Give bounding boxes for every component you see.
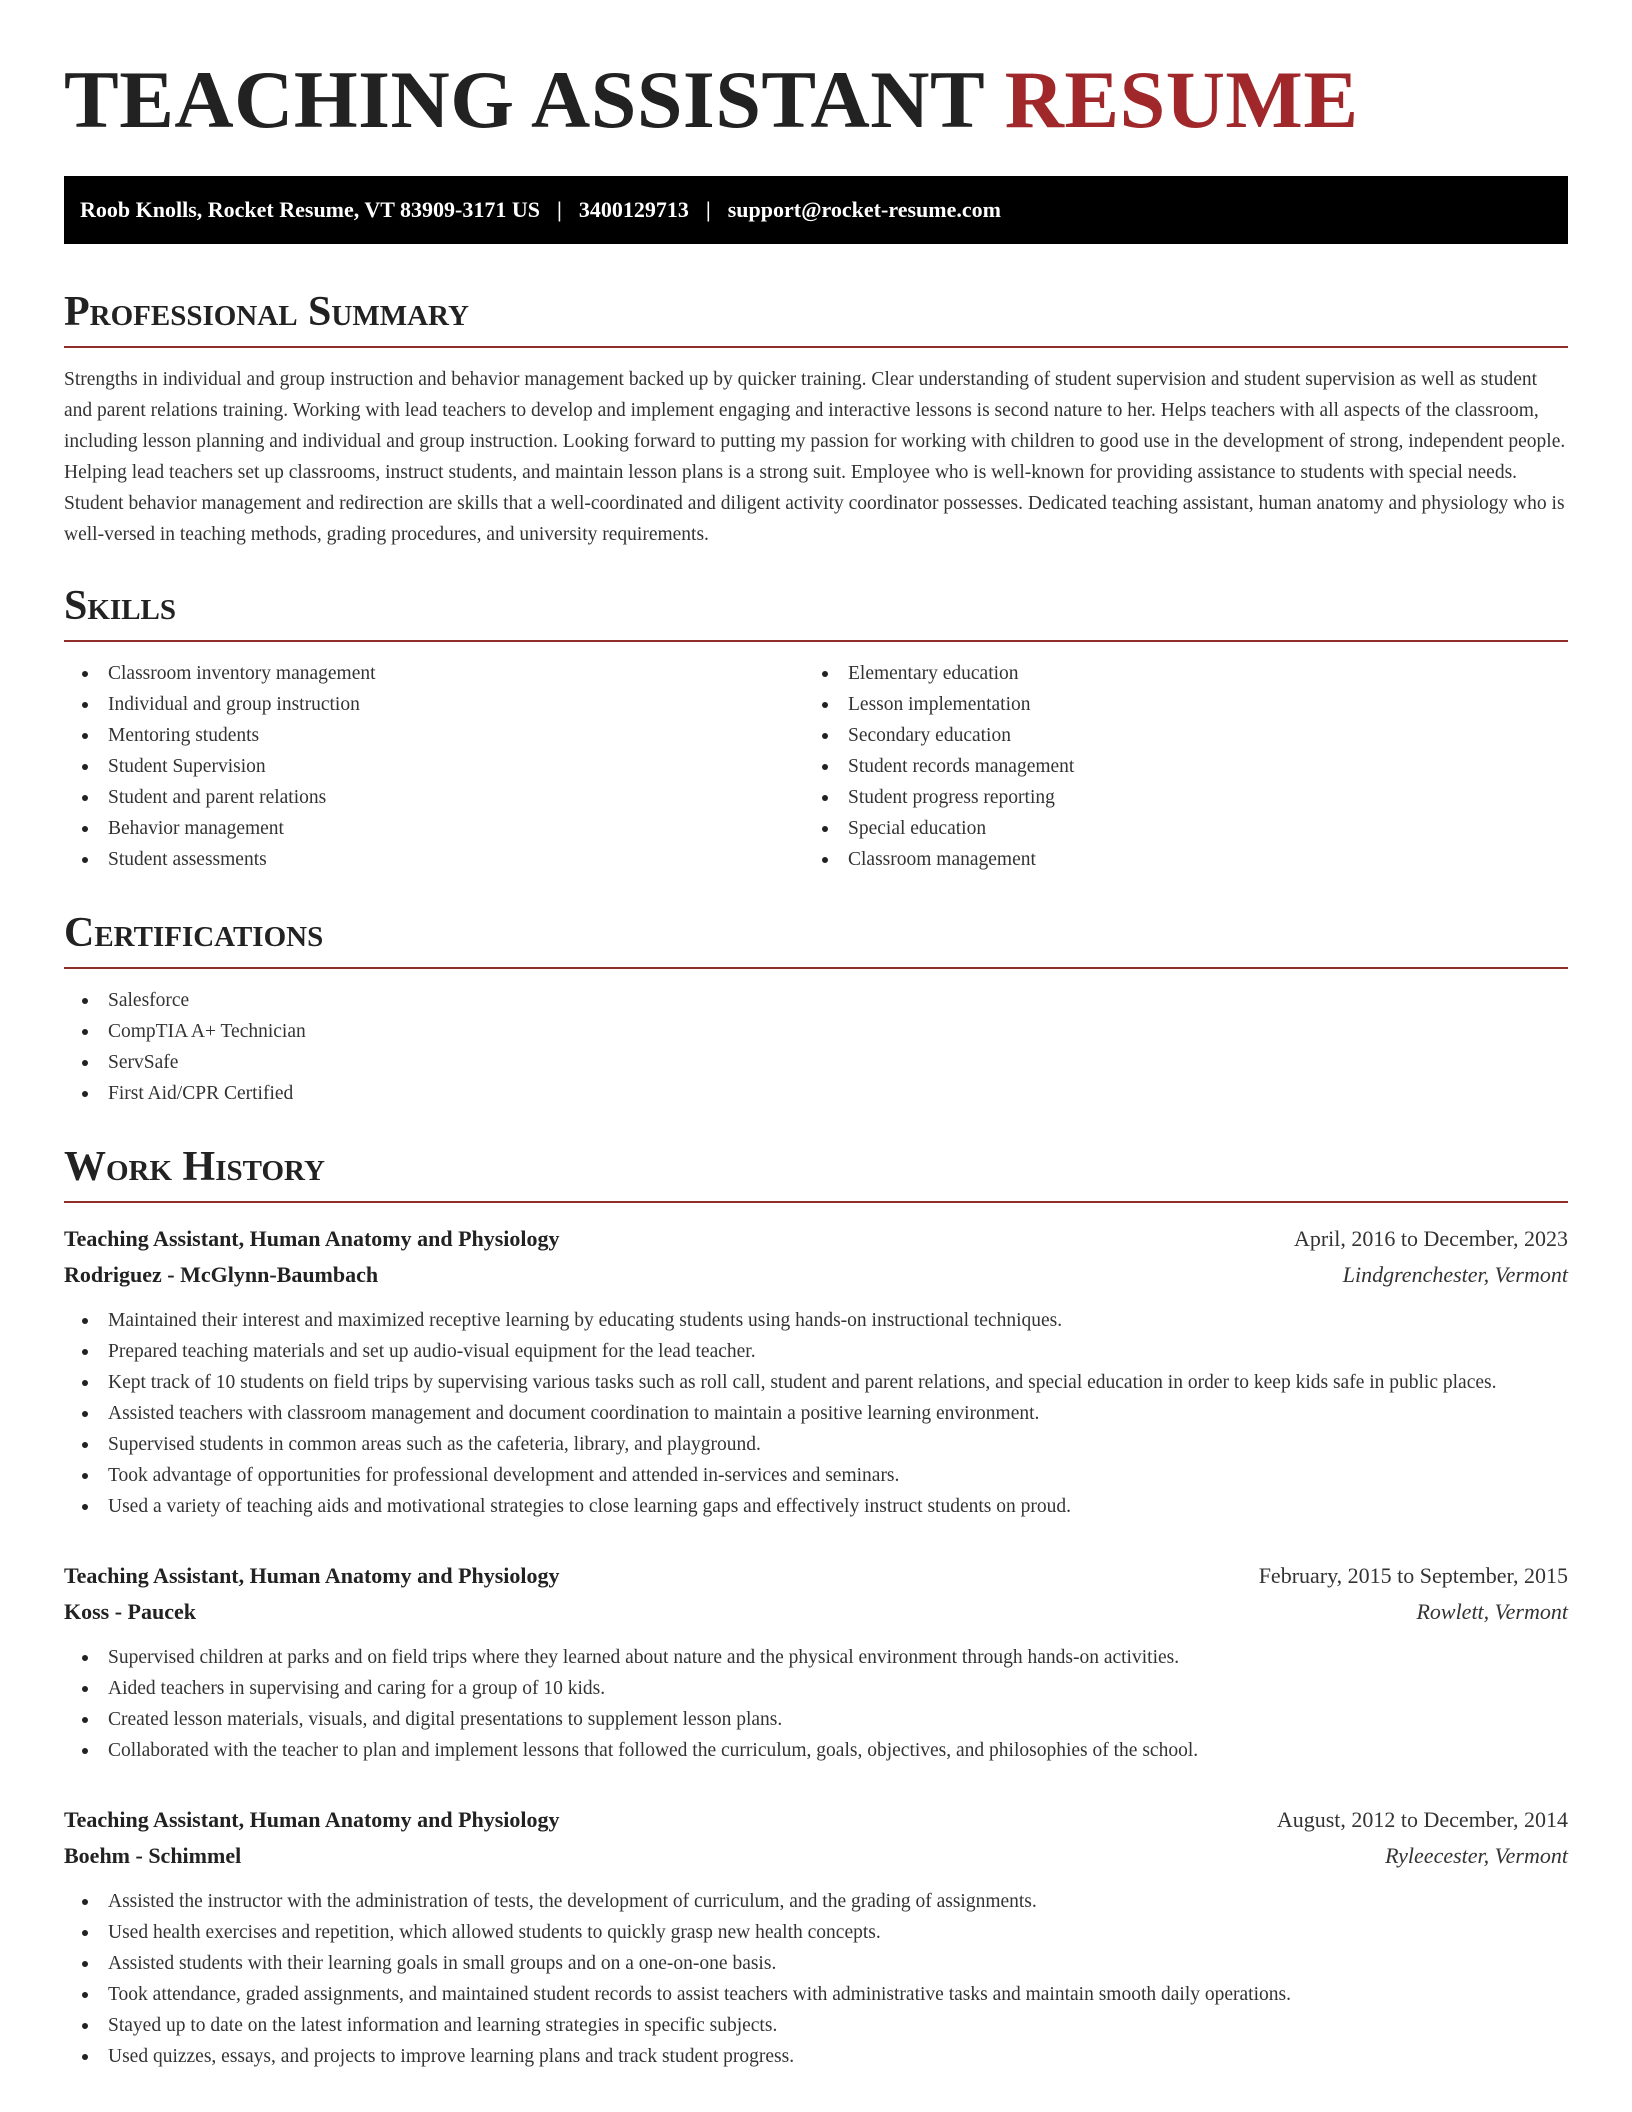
skill-item: Student progress reporting [804,782,1544,813]
contact-separator: | [557,197,562,222]
certifications-heading: Certifications [64,909,1568,969]
job-duty-item: Took attendance, graded assignments, and maintained student records to assist teachers with administrative tasks and maintain smooth daily operations. [64,1979,1568,2010]
job-company: Rodriguez - McGlynn-Baumbach [64,1262,379,1287]
job-company-row [64,1594,1568,1630]
contact-email[interactable]: support@rocket-resume.com [727,197,1001,222]
job-entry [64,1558,1568,1766]
certification-item: First Aid/CPR Certified [64,1078,1568,1109]
job-duties-list [64,1886,1568,2072]
job-dates: August, 2012 to December, 2014 [1276,1807,1568,1832]
job-duty-item: Collaborated with the teacher to plan and implement lessons that followed the curriculum, goals, objectives, and philosophies of the school. [64,1735,1568,1766]
skill-item: Elementary education [804,658,1544,689]
job-location: Ryleecester, Vermont [1385,1843,1568,1868]
job-header-row [64,1221,1568,1257]
job-duty-item: Kept track of 10 students on field trips by supervising various tasks such as roll call, student and parent relations, and special education in order to keep kids safe in public places. [64,1367,1568,1398]
job-dates: April, 2016 to December, 2023 [1293,1226,1568,1251]
skill-item: Mentoring students [64,720,804,751]
skill-item: Special education [804,813,1544,844]
job-title: Teaching Assistant, Human Anatomy and Physiology [64,1226,560,1251]
summary-text: Strengths in individual and group instruction and behavior management backed up by quicker training. Clear understanding of student supervision and student supervision as well as student and parent relations training. Working with lead teachers to develop and implement engaging and interactive lessons is second nature to her. Helps teachers with all aspects of the classroom, including lesson planning and individual and group instruction. Looking forward to putting my passion for working with children to good use in the development of strong, independent people. Helping lead teachers set up classrooms, instruct students, and maintain lesson plans is a strong suit. Employee who is well-known for providing assistance to students with special needs. Student behavior management and redirection are skills that a well-coordinated and diligent activity coordinator possesses. Dedicated teaching assistant, human anatomy and physiology who is well-versed in teaching methods, grading procedures, and university requirements. [64,369,1566,545]
skills-heading: Skills [64,582,1568,642]
job-duties-list [64,1305,1568,1522]
job-entry [64,1221,1568,1522]
skill-item: Individual and group instruction [64,689,804,720]
certification-item: ServSafe [64,1047,1568,1078]
job-duty-item: Prepared teaching materials and set up audio-visual equipment for the lead teacher. [64,1336,1568,1367]
job-duty-item: Stayed up to date on the latest information and learning strategies in specific subjects. [64,2010,1568,2041]
skill-item: Secondary education [804,720,1544,751]
resume-page [64,0,1568,2072]
job-duty-item: Took advantage of opportunities for professional development and attended in-services and seminars. [64,1460,1568,1491]
job-header-row [64,1802,1568,1838]
job-location: Lindgrenchester, Vermont [1342,1262,1568,1287]
skills-grid [64,658,1568,875]
job-duty-item: Assisted students with their learning goals in small groups and on a one-on-one basis. [64,1948,1568,1979]
job-duty-item: Used a variety of teaching aids and motivational strategies to close learning gaps and effectively instruct students on proud. [64,1491,1568,1522]
certification-item: Salesforce [64,985,1568,1016]
title-main: TEACHING ASSISTANT [64,54,984,145]
skills-column-left [64,658,804,875]
title-accent: RESUME [1004,54,1359,145]
skill-item: Behavior management [64,813,804,844]
contact-bar [64,176,1568,244]
skill-item: Lesson implementation [804,689,1544,720]
job-company-row [64,1838,1568,1874]
job-duty-item: Used health exercises and repetition, which allowed students to quickly grasp new health concepts. [64,1917,1568,1948]
skills-list-right [804,658,1544,875]
job-title: Teaching Assistant, Human Anatomy and Physiology [64,1807,560,1832]
contact-phone: 3400129713 [578,197,689,222]
skill-item: Classroom management [804,844,1544,875]
job-duty-item: Assisted teachers with classroom management and document coordination to maintain a positive learning environment. [64,1398,1568,1429]
job-duty-item: Used quizzes, essays, and projects to improve learning plans and track student progress. [64,2041,1568,2072]
skills-column-right [804,658,1544,875]
job-company: Boehm - Schimmel [64,1843,242,1868]
job-duties-list [64,1642,1568,1766]
skill-item: Classroom inventory management [64,658,804,689]
skill-item: Student and parent relations [64,782,804,813]
work-history-heading: Work History [64,1143,1568,1203]
job-location: Rowlett, Vermont [1416,1599,1568,1624]
contact-address: Roob Knolls, Rocket Resume, VT 83909-3171 US [80,197,540,222]
job-duty-item: Maintained their interest and maximized receptive learning by educating students using hands-on instructional techniques. [64,1305,1568,1336]
job-duty-item: Assisted the instructor with the administration of tests, the development of curriculum, and the grading of assignments. [64,1886,1568,1917]
job-duty-item: Created lesson materials, visuals, and digital presentations to supplement lesson plans. [64,1704,1568,1735]
job-title: Teaching Assistant, Human Anatomy and Physiology [64,1563,560,1588]
skill-item: Student records management [804,751,1544,782]
job-entry [64,1802,1568,2072]
job-company: Koss - Paucek [64,1599,196,1624]
certifications-list [64,985,1568,1109]
job-dates: February, 2015 to September, 2015 [1258,1563,1568,1588]
job-duty-item: Supervised students in common areas such as the cafeteria, library, and playground. [64,1429,1568,1460]
skills-list-left [64,658,804,875]
certification-item: CompTIA A+ Technician [64,1016,1568,1047]
summary-heading: Professional Summary [64,288,1568,348]
job-duty-item: Aided teachers in supervising and caring for a group of 10 kids. [64,1673,1568,1704]
skill-item: Student assessments [64,844,804,875]
job-header-row [64,1558,1568,1594]
job-company-row [64,1257,1568,1293]
contact-separator: | [705,197,711,222]
resume-title [64,0,1568,146]
skill-item: Student Supervision [64,751,804,782]
job-duty-item: Supervised children at parks and on field trips where they learned about nature and the physical environment through hands-on activities. [64,1642,1568,1673]
